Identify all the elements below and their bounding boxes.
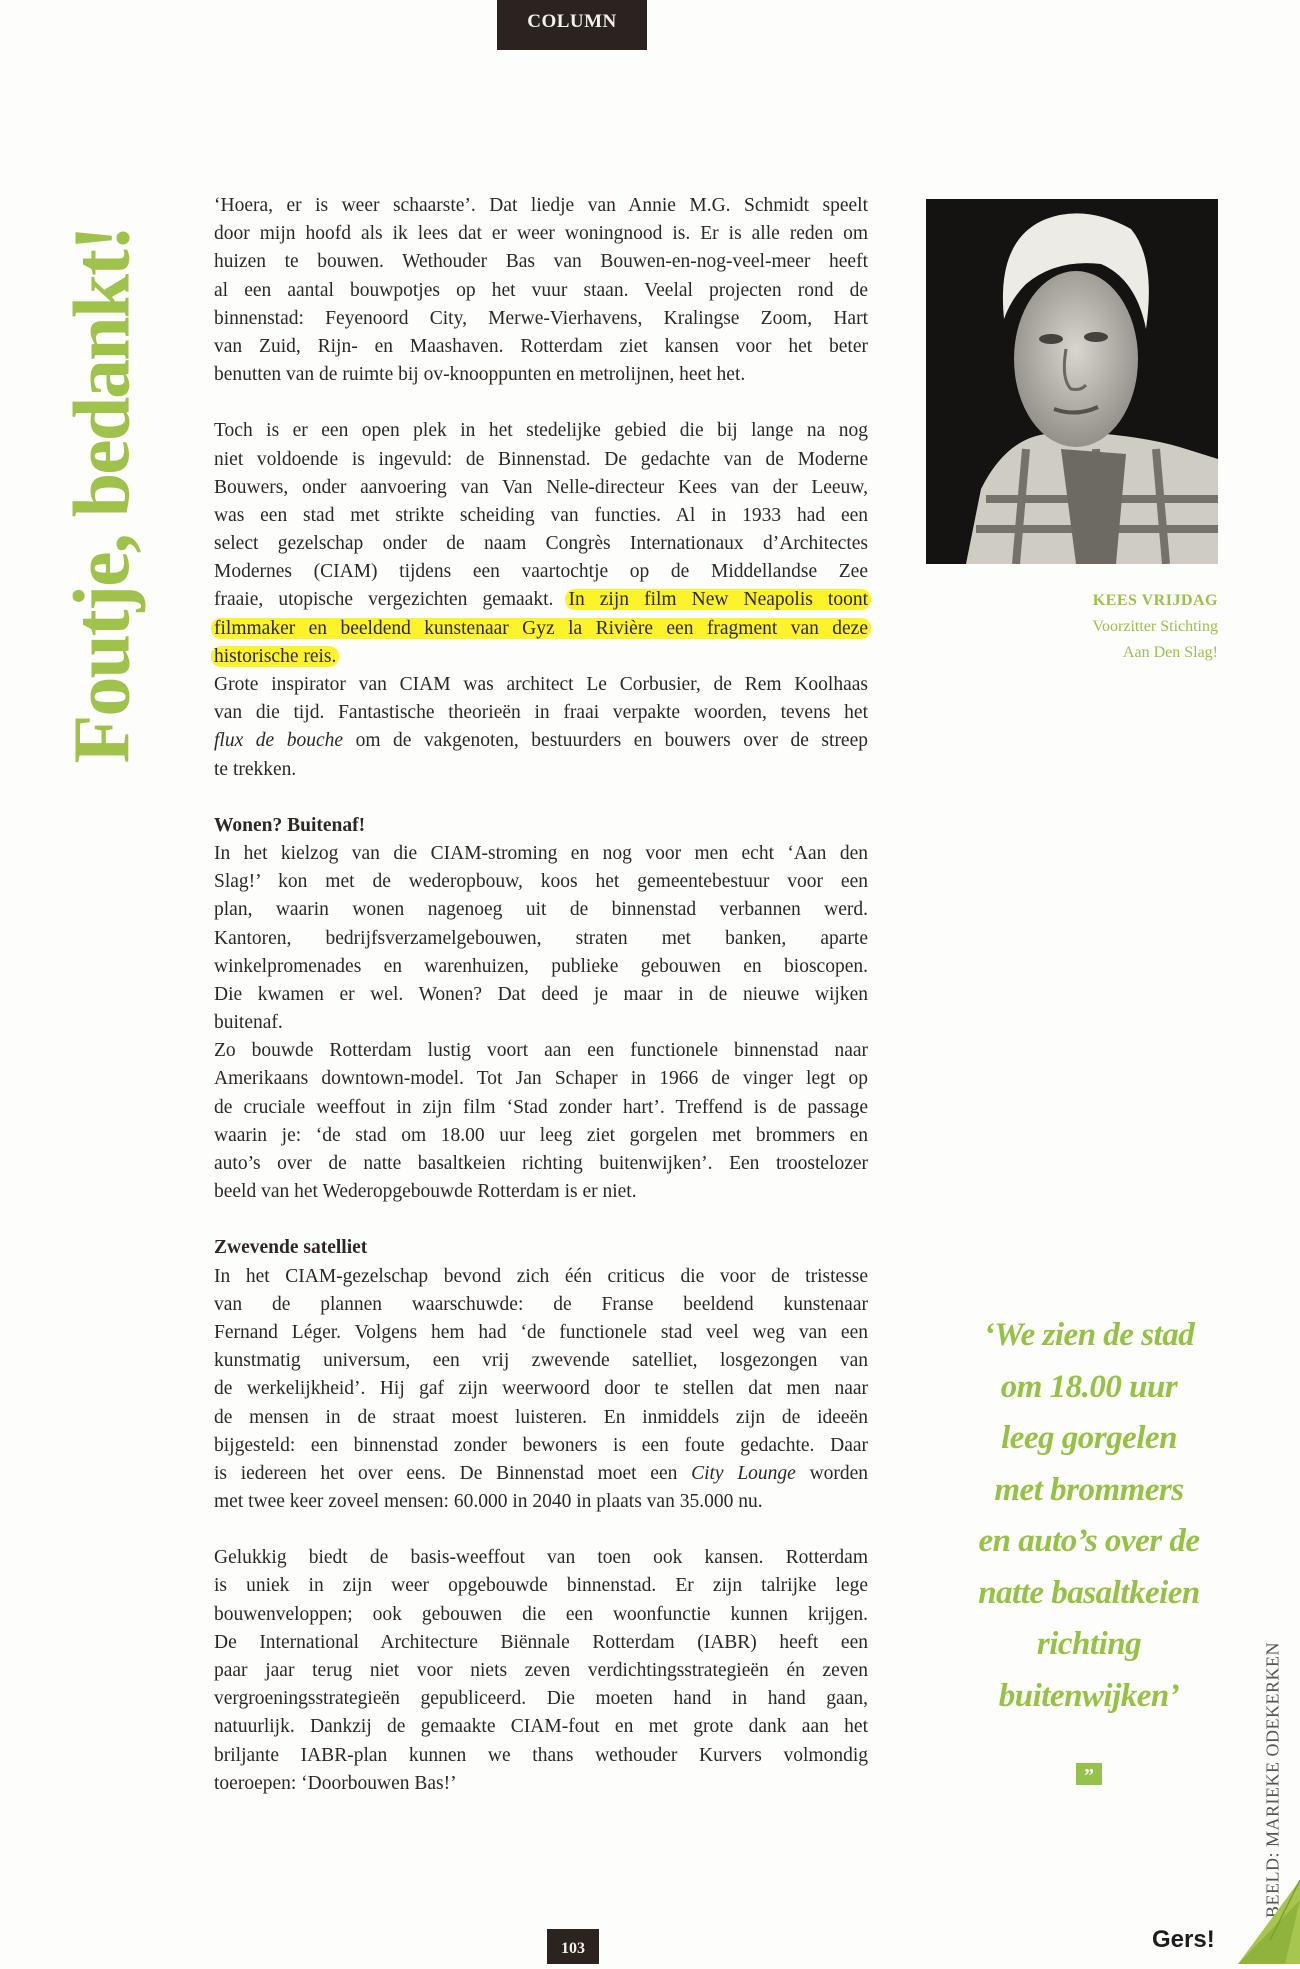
- text-line: natuurlijk. Dankzij de gemaakte CIAM-fout en met grote dank aan het: [214, 1716, 868, 1738]
- text-line: de cruciale weeffout in zijn film ‘Stad zonder hart’. Treffend is de passage: [214, 1096, 868, 1118]
- text-line: toeroepen: ‘Doorbouwen Bas!’: [214, 1772, 457, 1794]
- subheading: Wonen? Buitenaf!: [214, 814, 366, 836]
- photo-credit: [1258, 1642, 1288, 1918]
- text-line: In het kielzog van die CIAM-stroming en nog voor men echt ‘Aan den: [214, 842, 868, 864]
- text-line: Kantoren, bedrijfsverzamelgebouwen, straten met banken, aparte: [214, 927, 868, 949]
- closing-quote-icon: ”: [1076, 1763, 1102, 1785]
- paragraph-intro: [214, 192, 868, 389]
- pull-quote-line: buitenwijken’: [998, 1677, 1180, 1714]
- pull-quote-line: en auto’s over de: [978, 1523, 1200, 1559]
- paragraph-conclusion: [214, 1544, 868, 1798]
- text-line: [214, 1460, 868, 1488]
- pull-quote-line: ‘We zien de stad: [983, 1317, 1195, 1353]
- text-line: ‘Hoera, er is weer schaarste’. Dat liedje van Annie M.G. Schmidt speelt: [214, 195, 868, 216]
- author-photo: [926, 199, 1218, 564]
- text-line: buitenaf.: [214, 1012, 283, 1034]
- section-label-column: COLUMN: [497, 0, 647, 50]
- text-line: al een aantal bouwpotjes op het vuur staan. Veelal projecten rond de: [214, 279, 868, 301]
- text-line: van Zuid, Rijn- en Maashaven. Rotterdam ziet kansen voor het beter: [214, 335, 868, 357]
- text-line: beeld van het Wederopgebouwde Rotterdam is er niet.: [214, 1181, 637, 1203]
- text-line: paar jaar terug niet voor niets zeven verdichtingsstrategieën én zeven: [214, 1660, 868, 1681]
- author-role: Voorzitter Stichting: [1092, 618, 1218, 635]
- paragraph-corbusier: [214, 671, 868, 784]
- page-number: 103: [547, 1929, 599, 1964]
- text-line: Slag!’ kon met de wederopbouw, koos het gemeentebestuur voor een: [214, 871, 868, 893]
- text-segment: is iedereen het over eens. De Binnenstad moet een: [214, 1462, 678, 1484]
- text-line: Toch is er een open plek in het stedelijke gebied die bij lange na nog: [214, 420, 868, 442]
- text-line: huizen te bouwen. Wethouder Bas van Bouwen-en-nog-veel-meer heeft: [214, 251, 868, 273]
- text-line: briljante IABR-plan kunnen we thans wethouder Kurvers volmondig: [214, 1744, 868, 1766]
- text-line: auto’s over de natte basaltkeien richting buitenwijken’. Een troostelozer: [214, 1153, 868, 1174]
- text-line: Fernand Léger. Volgens hem had ‘de functionele stad veel weg van een: [214, 1321, 868, 1343]
- article-title: [28, 200, 178, 790]
- author-organization: Aan Den Slag!: [1122, 644, 1218, 661]
- text-line: Amerikaans downtown-model. Tot Jan Schaper in 1966 de vinger legt op: [214, 1068, 868, 1090]
- text-segment: worden: [809, 1462, 869, 1484]
- text-line: met twee keer zoveel mensen: 60.000 in 2040 in plaats van 35.000 nu.: [214, 1491, 763, 1513]
- photo-credit-text: BEELD: MARIEKE ODEKERKEN: [1262, 1642, 1283, 1918]
- text-line: In het CIAM-gezelschap bevond zich één criticus die voor de tristesse: [214, 1265, 868, 1287]
- text-line: de werkelijkheid’. Hij gaf zijn weerwoord door te stellen dat men naar: [214, 1378, 868, 1400]
- paragraph-ciam: [214, 417, 868, 671]
- text-line: plan, waarin wonen nagenoeg uit de binnenstad verbannen werd.: [214, 899, 868, 921]
- text-line: Gelukkig biedt de basis-weeffout van toen ook kansen. Rotterdam: [214, 1547, 868, 1569]
- text-line: [214, 727, 868, 755]
- author-caption: [1000, 588, 1218, 666]
- highlighted-text: historische reis.: [211, 646, 339, 667]
- text-line: niet voldoende is ingevuld: de Binnenstad. De gedachte van de Moderne: [214, 448, 868, 470]
- text-line: te trekken.: [214, 758, 297, 780]
- text-line: Grote inspirator van CIAM was architect Le Corbusier, de Rem Koolhaas: [214, 674, 868, 695]
- pull-quote-line: leeg gorgelen: [1001, 1420, 1177, 1456]
- text-line: select gezelschap onder de naam Congrès Internationaux d’Architectes: [214, 533, 868, 555]
- pull-quote-line: richting: [1036, 1626, 1142, 1662]
- article-title-text: Foutje, bedankt!: [58, 226, 147, 764]
- text-line: kunstmatig universum, een vrij zwevende satelliet, losgezongen van: [214, 1350, 868, 1372]
- pull-quote: [950, 1310, 1228, 1722]
- brand-logo: Gers!: [1152, 1926, 1215, 1953]
- section-satelliet: [214, 1234, 868, 1516]
- pull-quote-line: met brommers: [994, 1471, 1184, 1508]
- text-line: van die tijd. Fantastische theorieën in fraai verpakte woorden, tevens het: [214, 702, 868, 724]
- text-line: waarin je: ‘de stad om 18.00 uur leeg ziet gorgelen met brommers en: [214, 1124, 868, 1146]
- text-line: bijgesteld: een binnenstad zonder bewoners is een foute gedachte. Daar: [214, 1434, 868, 1456]
- pull-quote-line: om 18.00 uur: [1000, 1368, 1178, 1405]
- text-line: Modernes (CIAM) tijdens een vaartochtje op de Middellandse Zee: [214, 561, 868, 583]
- section-wonen: [214, 812, 868, 1038]
- article-body: [214, 192, 868, 1798]
- paragraph-schaper: [214, 1037, 868, 1206]
- text-line: bouwenveloppen; ook gebouwen die een woonfunctie kunnen krijgen.: [214, 1603, 868, 1625]
- text-line: Bouwers, onder aanvoering van Van Nelle-directeur Kees van der Leeuw,: [214, 476, 868, 498]
- italic-phrase: City Lounge: [691, 1462, 796, 1484]
- text-line: Zo bouwde Rotterdam lustig voort aan een functionele binnenstad naar: [214, 1040, 868, 1062]
- text-line: winkelpromenades en warenhuizen, publieke gebouwen en bioscopen.: [214, 955, 868, 977]
- text-segment: fraaie, utopische vergezichten gemaakt.: [214, 589, 554, 611]
- text-segment: om de vakgenoten, bestuurders en bouwers over de streep: [355, 730, 868, 752]
- subheading: Zwevende satelliet: [214, 1237, 368, 1259]
- text-line: binnenstad: Feyenoord City, Merwe-Vierhavens, Kralingse Zoom, Hart: [214, 307, 868, 329]
- portrait-image: [926, 199, 1218, 564]
- italic-phrase: flux de bouche: [214, 730, 344, 752]
- author-name: KEES VRIJDAG: [1092, 592, 1218, 609]
- text-line: [214, 643, 868, 671]
- text-line: de mensen in de straat moest luisteren. En inmiddels zijn de ideeën: [214, 1406, 868, 1428]
- pull-quote-line: natte basaltkeien: [978, 1574, 1200, 1611]
- text-line: door mijn hoofd als ik lees dat er weer woningnood is. Er is alle reden om: [214, 223, 868, 245]
- highlighted-text: In zijn film New Neapolis toont: [565, 589, 871, 610]
- text-line: De International Architecture Biënnale Rotterdam (IABR) heeft een: [214, 1631, 868, 1653]
- text-line: Die kwamen er wel. Wonen? Dat deed je maar in de nieuwe wijken: [214, 983, 868, 1005]
- text-line: van de plannen waarschuwde: de Franse beeldend kunstenaar: [214, 1293, 868, 1315]
- text-line: [214, 586, 868, 614]
- text-line: was een stad met strikte scheiding van functies. Al in 1933 had een: [214, 504, 868, 526]
- page-curl-icon: [1230, 1880, 1300, 1964]
- text-line: benutten van de ruimte bij ov-knooppunten en metrolijnen, heet het.: [214, 364, 746, 386]
- text-line: is uniek in zijn weer opgebouwde binnenstad. Er zijn talrijke lege: [214, 1575, 868, 1597]
- highlighted-text: filmmaker en beeldend kunstenaar Gyz la Rivière een fragment van deze: [211, 618, 871, 639]
- text-line: [214, 615, 868, 643]
- text-line: vergroeningsstrategieën gepubliceerd. Die moeten hand in hand gaan,: [214, 1688, 868, 1710]
